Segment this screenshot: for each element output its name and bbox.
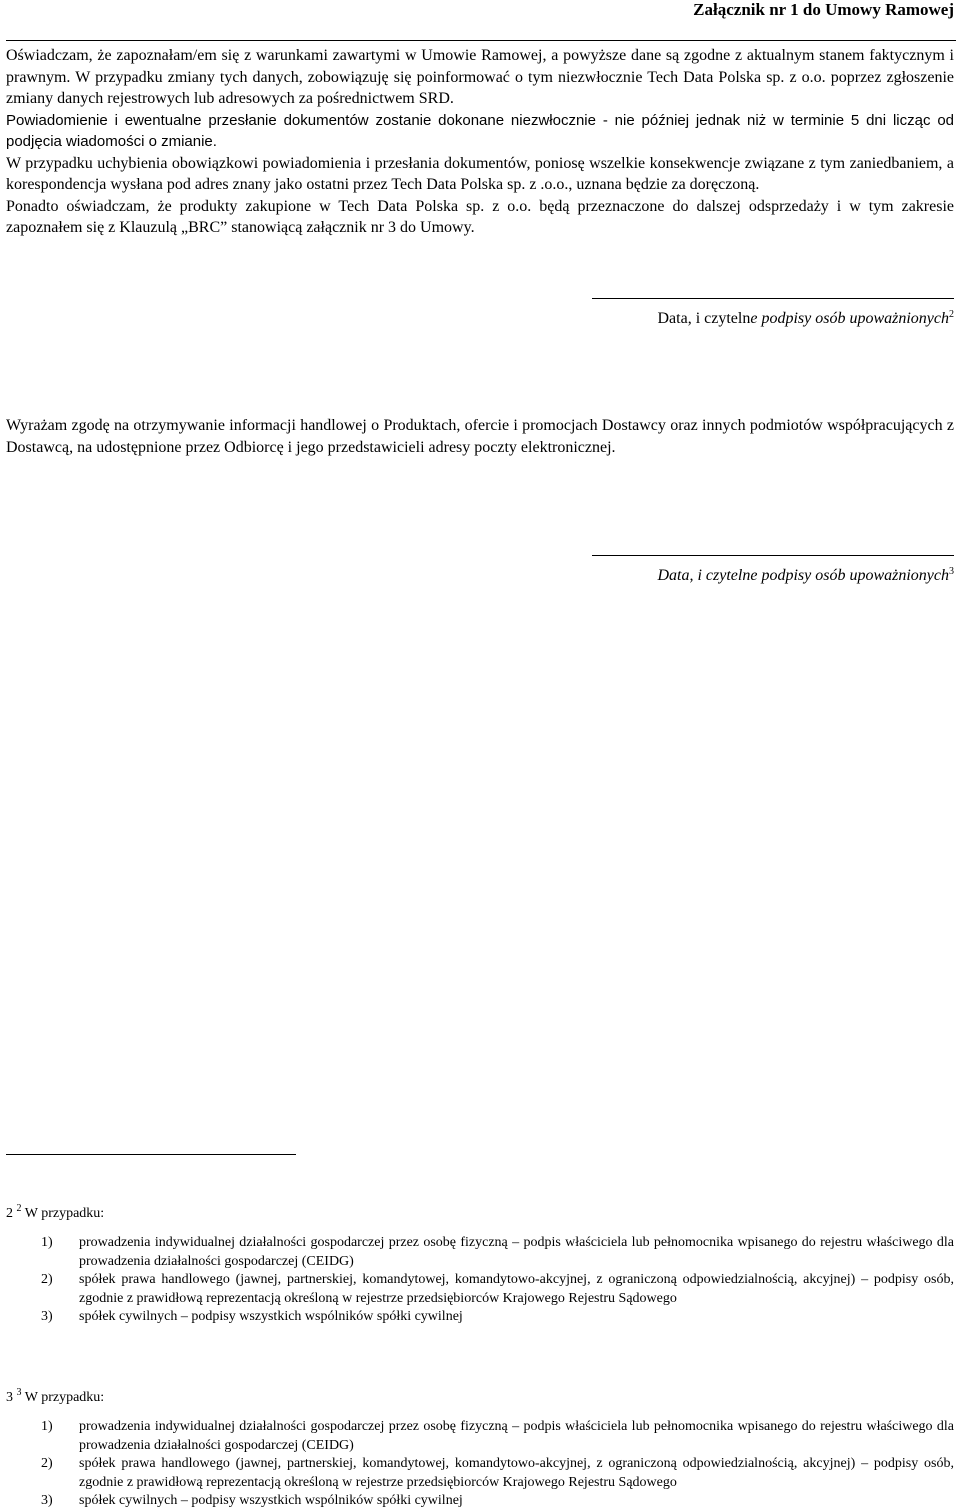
list-item-number: 1) <box>41 1419 53 1434</box>
signature-line-2 <box>592 555 954 556</box>
list-item <box>6 1234 954 1271</box>
footnote-divider <box>6 1154 296 1155</box>
signature-caption-2-italic: Data, i czytelne podpisy osób upoważnionych <box>657 567 949 584</box>
list-item-number: 3) <box>41 1493 53 1508</box>
signature-caption-1-italic: e podpisy osób upoważnionych <box>750 310 949 327</box>
list-item-number: 3) <box>41 1309 53 1324</box>
list-item-number: 2) <box>41 1272 53 1287</box>
signature-line-1 <box>592 298 954 299</box>
list-item-number: 1) <box>41 1235 53 1250</box>
footnote-3-heading <box>6 1384 104 1407</box>
list-item-text: spółek prawa handlowego (jawnej, partnerskiej, komandytowej, komandytowo-akcyjnej, z ograniczoną odpowiedzialnością, akcyjnej) – podpisy osób, zgodnie z prawidłową reprezentacją określoną w rejestrze przedsiębiorców Krajowego Rejestru Sądowego <box>79 1456 954 1490</box>
list-item-text: prowadzenia indywidualnej działalności gospodarczej przez osobę fizyczną – podpis właściciela lub pełnomocnika wpisanego do rejestru właściwego dla prowadzenia działalności gospodarczej (CEIDG) <box>79 1419 954 1453</box>
signature-caption-1-plain: Data, i czyteln <box>657 310 751 327</box>
list-item-text: spółek cywilnych – podpisy wszystkich wspólników spółki cywilnej <box>79 1309 463 1324</box>
declaration-paragraph-2: Powiadomienie i ewentualne przesłanie dokumentów zostanie dokonane niezwłocznie - nie później jednak niż w terminie 5 dni licząc od podjęcia wiadomości o zmianie. <box>6 111 954 150</box>
footnote-2-heading <box>6 1200 104 1223</box>
declaration-paragraph-1: Oświadczam, że zapoznałam/em się z warunkami zawartymi w Umowie Ramowej, a powyższe dane są zgodne z aktualnym stanem faktycznym i prawnym. W przypadku zmiany tych danych, zobowiązuję się poinformować o tym niezwłocznie Tech Data Polska sp. z o.o. poprzez zgłoszenie zmiany danych rejestrowych lub adresowych za pośrednictwem SRD. <box>6 47 954 107</box>
footnote-3-sup: 3 <box>16 1387 22 1398</box>
footnote-2-list <box>6 1234 954 1327</box>
consent-paragraph: Wyrażam zgodę na otrzymywanie informacji handlowej o Produktach, ofercie i promocjach Dostawcy oraz innych podmiotów współpracujących z Dostawcą, na udostępnione przez Odbiorcę i jego przedstawicieli adresy poczty elektronicznej. <box>6 417 954 456</box>
list-item <box>6 1455 954 1492</box>
list-item <box>6 1492 954 1511</box>
list-item-text: spółek prawa handlowego (jawnej, partnerskiej, komandytowej, komandytowo-akcyjnej, z ograniczoną odpowiedzialnością, akcyjnej) – podpisy osób, zgodnie z prawidłową reprezentacją określoną w rejestrze przedsiębiorców Krajowego Rejestru Sądowego <box>79 1272 954 1306</box>
footnote-2-marker: 2 <box>6 1206 13 1221</box>
page-title: Załącznik nr 1 do Umowy Ramowej <box>693 0 954 19</box>
declaration-section <box>6 45 954 239</box>
footnote-3-marker: 3 <box>6 1390 13 1405</box>
list-item-text: prowadzenia indywidualnej działalności gospodarczej przez osobę fizyczną – podpis właściciela lub pełnomocnika wpisanego do rejestru właściwego dla prowadzenia działalności gospodarczej (CEIDG) <box>79 1235 954 1269</box>
list-item <box>6 1308 954 1327</box>
footnote-3-list <box>6 1418 954 1511</box>
footnote-ref-2: 2 <box>949 309 954 320</box>
signature-caption-1 <box>658 305 955 329</box>
footnote-3-heading-text: W przypadku: <box>24 1390 105 1405</box>
list-item-number: 2) <box>41 1456 53 1471</box>
signature-caption-2 <box>657 562 954 586</box>
footnote-ref-3: 3 <box>949 566 954 577</box>
footnote-2-heading-text: W przypadku: <box>24 1206 105 1221</box>
list-item <box>6 1271 954 1308</box>
list-item <box>6 1418 954 1455</box>
header-divider <box>6 40 956 41</box>
declaration-paragraph-3: W przypadku uchybienia obowiązkowi powiadomienia i przesłania dokumentów, poniosę wszelkie konsekwencje związane z tym zaniedbaniem, a korespondencja wysłana pod adres znany jako ostatni przez Tech Data Polska sp. z .o.o., uznana będzie za doręczoną. <box>6 154 954 193</box>
list-item-text: spółek cywilnych – podpisy wszystkich wspólników spółki cywilnej <box>79 1493 463 1508</box>
footnote-2-sup: 2 <box>16 1203 22 1214</box>
declaration-paragraph-4: Ponadto oświadczam, że produkty zakupione w Tech Data Polska sp. z o.o. będą przeznaczone do dalszej odsprzedaży i w tym zakresie zapoznałem się z Klauzulą „BRC” stanowiącą załącznik nr 3 do Umowy. <box>6 197 954 236</box>
